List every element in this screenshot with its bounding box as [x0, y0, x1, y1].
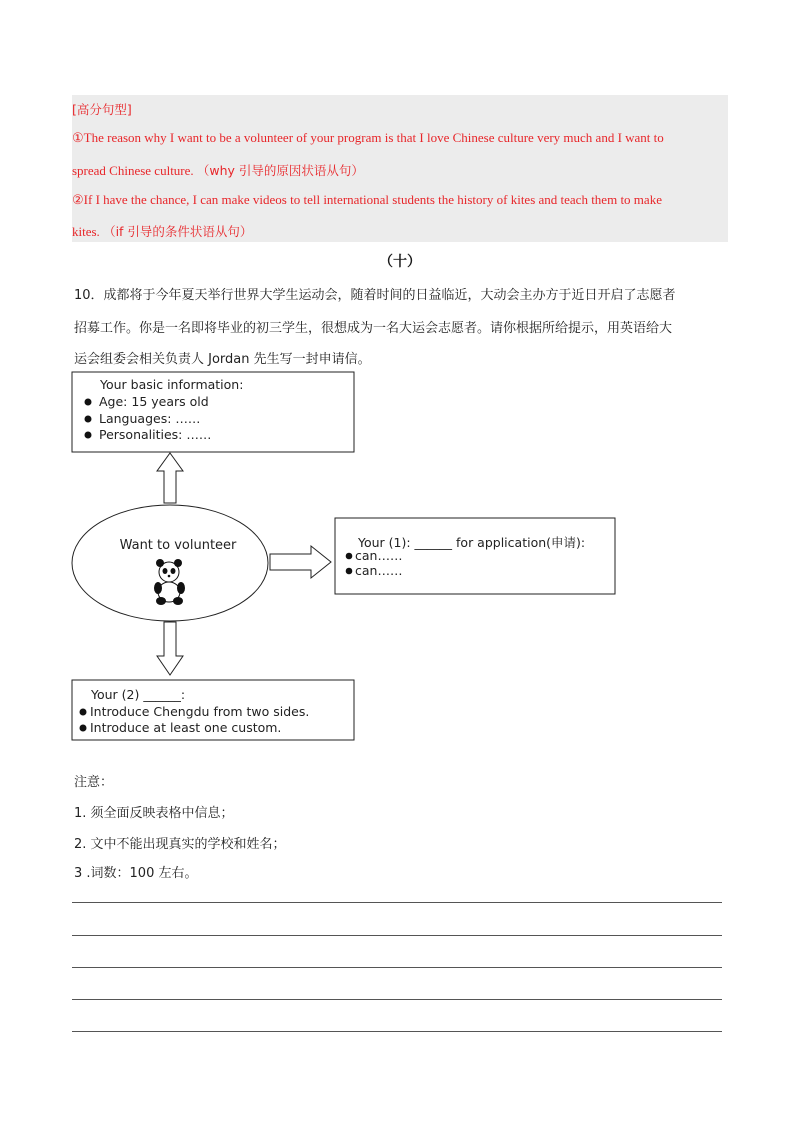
plans-item-2: Introduce at least one custom.: [90, 720, 282, 735]
bullet-icon: [80, 709, 87, 716]
writing-line: [72, 999, 722, 1000]
basic-info-item-age: Age: 15 years old: [99, 394, 209, 409]
notes-header: 注意：: [74, 775, 114, 790]
tips-sentence-1-text: spread Chinese culture.: [72, 163, 194, 178]
bullet-icon: [85, 432, 92, 439]
basic-info-item-languages: Languages: ……: [99, 411, 201, 426]
notes-item-2: 2. 文中不能出现真实的学校和姓名；: [74, 837, 286, 852]
tips-sentence-2-text: kites.: [72, 224, 100, 239]
section-title: （十）: [379, 254, 421, 270]
tips-header: [高分句型]: [72, 102, 132, 117]
bullet-icon: [85, 399, 92, 406]
bullet-icon: [80, 725, 87, 732]
plans-item-1: Introduce Chengdu from two sides.: [90, 704, 310, 719]
plans-title: Your (2) ______:: [91, 687, 186, 702]
up-arrow-icon: [157, 453, 183, 503]
tips-sentence-1-note: （why 引导的原因状语从句）: [196, 163, 364, 178]
writing-line: [72, 967, 722, 968]
bullet-icon: [85, 416, 92, 423]
application-reason-item-2: can……: [355, 563, 403, 578]
question-line-3: 运会组委会相关负责人 Jordan 先生写一封申请信。: [74, 352, 371, 367]
question-line-2: 招募工作。你是一名即将毕业的初三学生，很想成为一名大运会志愿者。请你根据所给提示，用英语给大: [74, 321, 673, 336]
tips-sentence-1-line-1: ①The reason why I want to be a volunteer of your program is that I love Chinese culture very much and I want to: [72, 130, 664, 145]
bullet-icon: [346, 553, 353, 560]
bullet-icon: [346, 568, 353, 575]
tips-sentence-2-line-1: ②If I have the chance, I can make videos to tell international students the history of kites and teach them to make: [72, 192, 662, 207]
tips-sentence-2-note: （if 引导的条件状语从句）: [103, 224, 253, 239]
basic-info-item-personalities: Personalities: ……: [99, 427, 212, 442]
basic-info-title: Your basic information:: [100, 377, 244, 392]
writing-line: [72, 902, 722, 903]
writing-line: [72, 935, 722, 936]
question-line-1: 10．成都将于今年夏天举行世界大学生运动会，随着时间的日益临近，大动会主办方于近日开启了志愿者: [74, 288, 676, 303]
application-reasons-title: Your (1): ______ for application(申请):: [358, 535, 586, 550]
down-arrow-icon: [157, 622, 183, 675]
application-reason-item-1: can……: [355, 548, 403, 563]
notes-item-1: 1. 须全面反映表格中信息；: [74, 806, 234, 821]
right-arrow-icon: [270, 546, 331, 578]
notes-item-3: 3 .词数：100 左右。: [74, 866, 198, 881]
center-label: Want to volunteer: [119, 538, 237, 553]
writing-line: [72, 1031, 722, 1032]
